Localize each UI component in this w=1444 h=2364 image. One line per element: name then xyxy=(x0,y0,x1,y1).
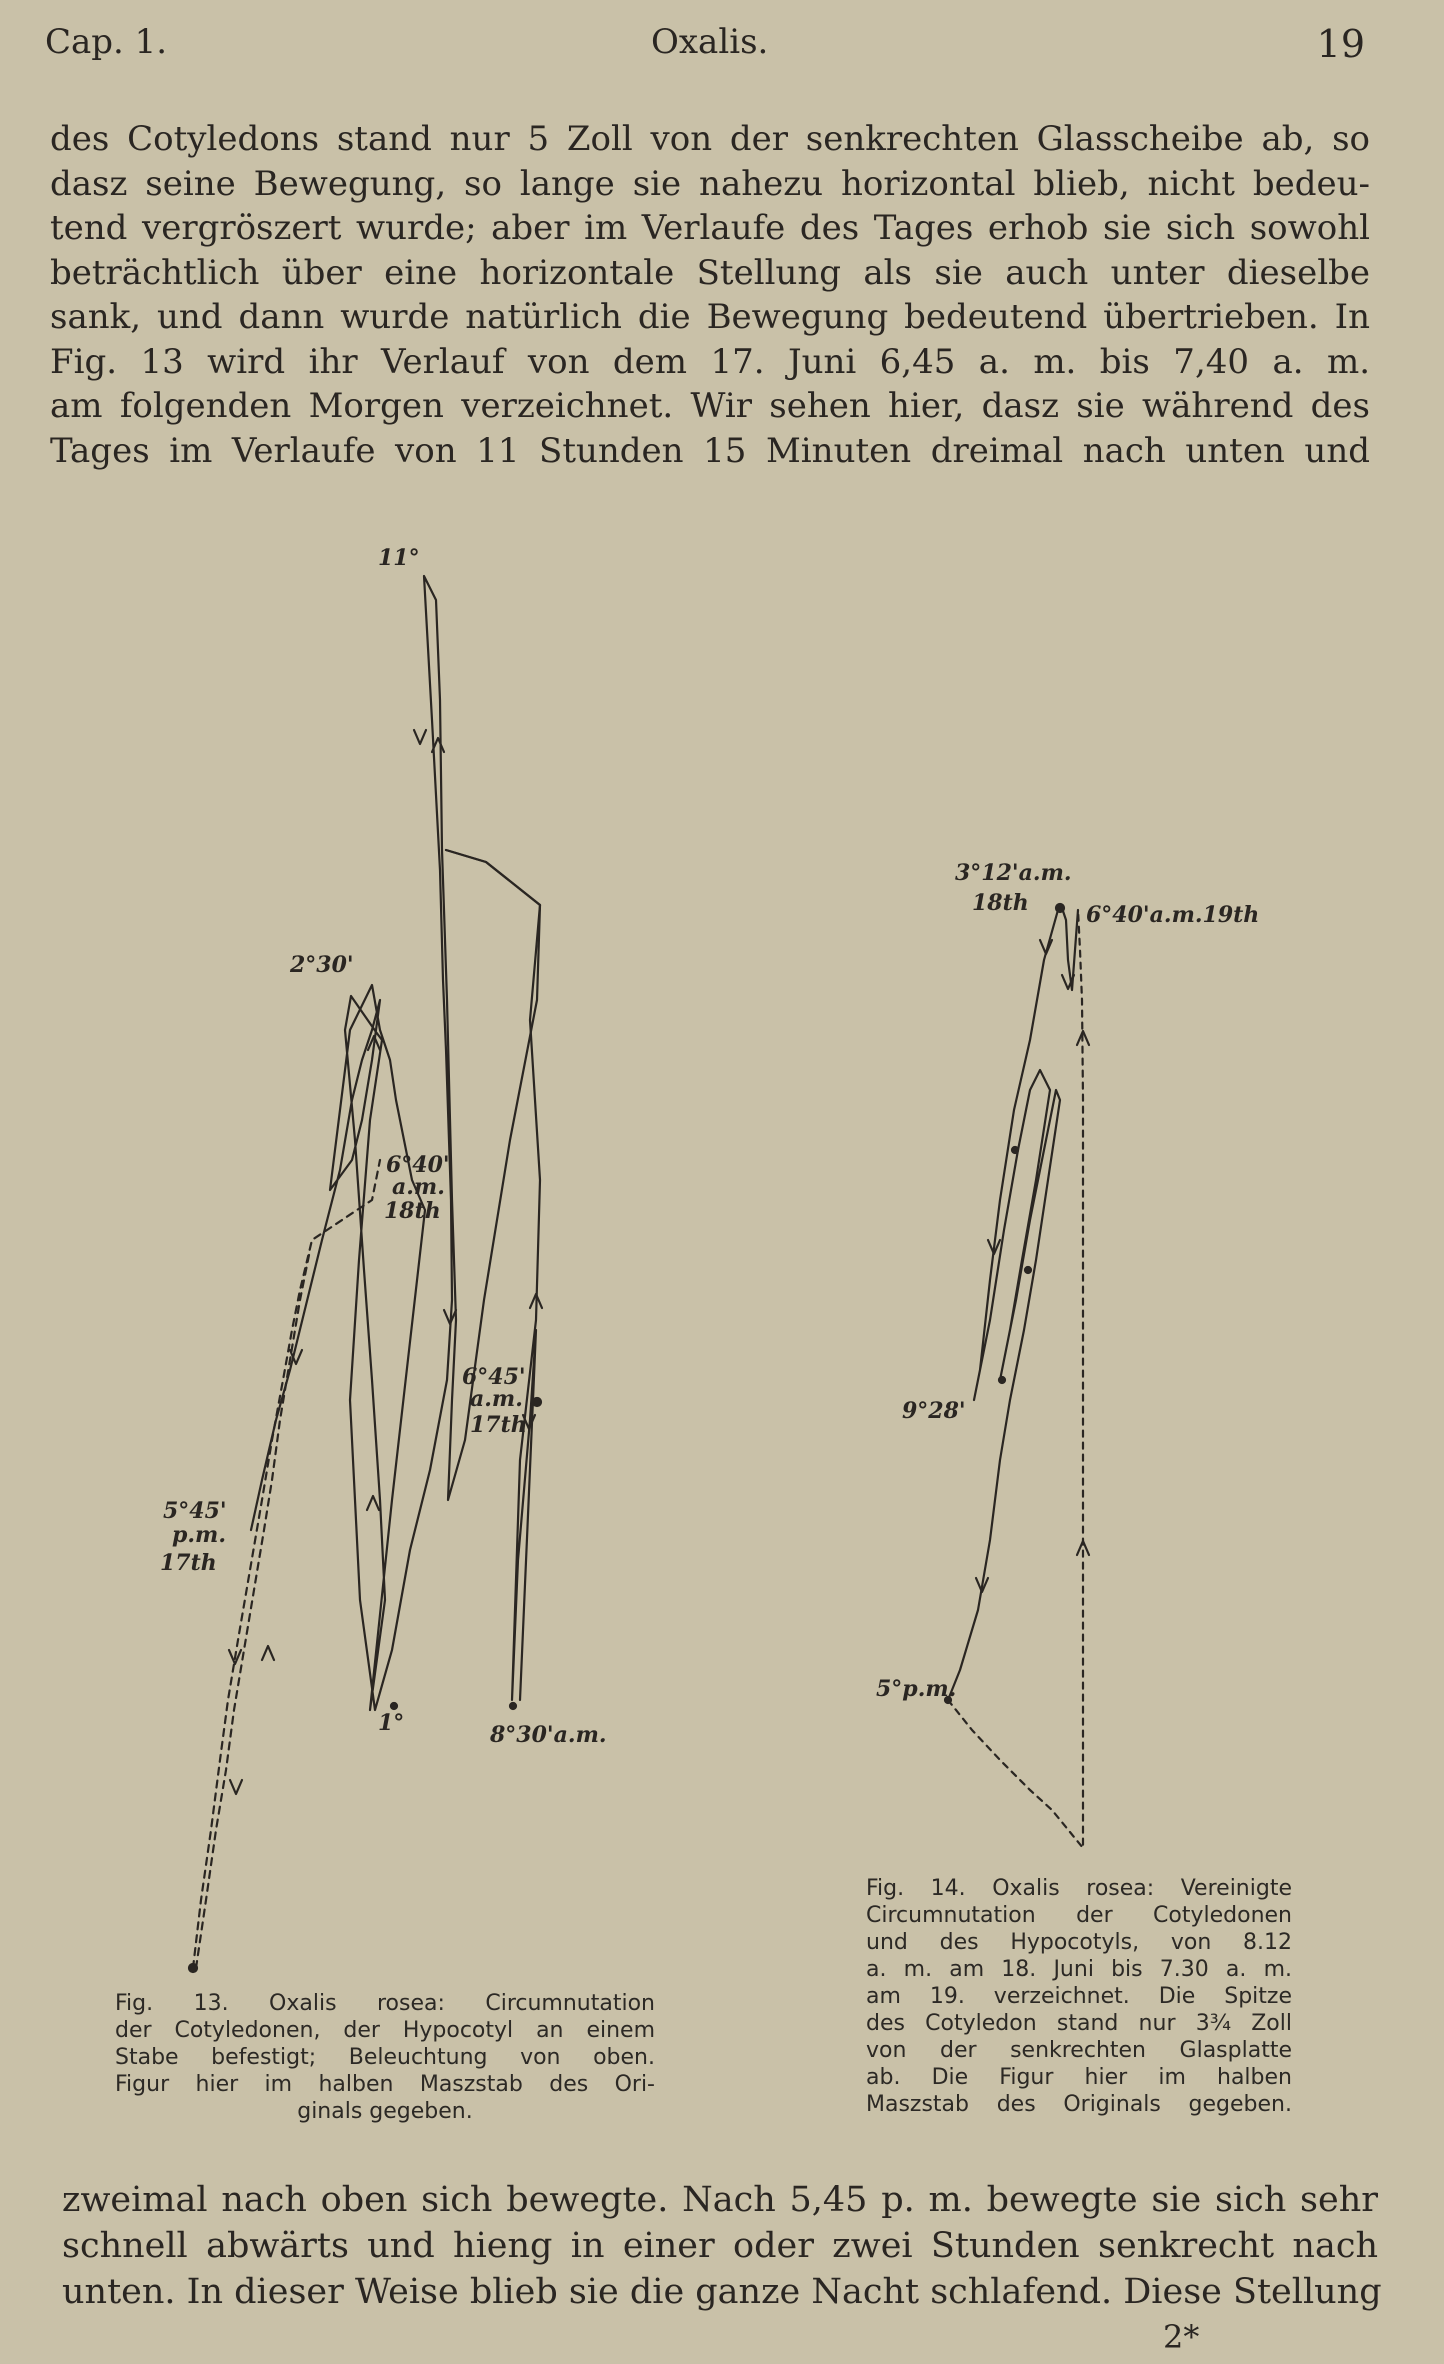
caption-line: Fig. 13. Oxalis rosea: Circumnutation xyxy=(115,1991,655,2016)
fig13-arrow xyxy=(367,1496,379,1510)
fig13-main-path xyxy=(251,576,540,1710)
fig14-top-path xyxy=(1058,908,1078,990)
fig13-label-640: 6°40' xyxy=(386,1152,450,1178)
fig13-label-18: 18th xyxy=(384,1198,441,1224)
text-line: Fig. 13 wird ihr Verlauf von dem 17. Juni 6,45 a. m. bis 7,40 a. m. xyxy=(50,341,1370,382)
caption-line: Figur hier im halben Maszstab des Ori- xyxy=(115,2072,655,2097)
figure-13-diagram xyxy=(189,576,542,1972)
caption-line: Maszstab des Originals gegeben. xyxy=(866,2092,1292,2117)
text-line: des Cotyledons stand nur 5 Zoll von der senkrechten Glasscheibe ab, so xyxy=(50,119,1370,159)
caption-line: der Cotyledonen, der Hypocotyl an einem xyxy=(115,2018,655,2043)
text-line: dasz seine Bewegung, so lange sie nahezu horizontal blieb, nicht bedeu- xyxy=(50,163,1370,204)
fig13-label-am: a.m. xyxy=(392,1174,445,1200)
page-number: 19 xyxy=(1316,22,1365,66)
fig13-arrow xyxy=(414,730,426,744)
caption-line: am 19. verzeichnet. Die Spitze xyxy=(866,1984,1292,2009)
fig13-label-1: 1° xyxy=(378,1710,405,1736)
fig13-label-645: 6°45' xyxy=(462,1364,526,1390)
figure-14-diagram xyxy=(945,904,1089,1848)
fig13-arrow xyxy=(262,1646,274,1660)
caption-line: ginals gegeben. xyxy=(297,2099,473,2124)
text-line: sank, und dann wurde natürlich die Bewegung bedeutend übertrieben. In xyxy=(50,297,1370,337)
caption-line: von der senkrechten Glasplatte xyxy=(866,2038,1292,2063)
caption-line: ab. Die Figur hier im halben xyxy=(866,2065,1292,2090)
fig14-dashed-path xyxy=(948,910,1083,1848)
fig13-label-230: 2°30' xyxy=(290,952,354,978)
fig14-label-5pm: 5°p.m. xyxy=(876,1676,957,1702)
caption-line: des Cotyledon stand nur 3¾ Zoll xyxy=(866,2011,1292,2036)
fig14-label-640: 6°40'a.m.19th xyxy=(1086,902,1260,928)
fig13-label-pm: p.m. xyxy=(172,1522,226,1548)
text-line: zweimal nach oben sich bewegte. Nach 5,45 p. m. bewegte sie sich sehr xyxy=(62,2180,1378,2220)
fig13-arrow xyxy=(230,1780,242,1794)
fig14-point xyxy=(999,1377,1005,1383)
caption-line: Stabe befestigt; Beleuchtung von oben. xyxy=(115,2045,655,2070)
caption-line: Circumnutation der Cotyledonen xyxy=(866,1903,1292,1928)
fig13-point xyxy=(391,1703,397,1709)
text-line: beträchtlich über eine horizontale Stellung als sie auch unter dieselbe xyxy=(50,252,1370,293)
fig13-label-17b: 17th xyxy=(160,1550,217,1576)
fig13-label-545: 5°45' xyxy=(163,1498,227,1524)
figure-13-caption xyxy=(115,1990,655,2125)
text-line: Tages im Verlaufe von 11 Stunden 15 Minuten dreimal nach unten und xyxy=(50,430,1370,471)
text-line: unten. In dieser Weise blieb sie die ganze Nacht schlafend. Diese Stellung xyxy=(62,2272,1382,2312)
fig14-point xyxy=(1025,1267,1031,1273)
fig13-point xyxy=(533,1398,541,1406)
fig14-label-312: 3°12'a.m. xyxy=(955,860,1072,886)
fig14-label-18: 18th xyxy=(972,890,1029,916)
chapter-label: Cap. 1. xyxy=(45,22,168,62)
fig14-point xyxy=(1056,904,1064,912)
fig13-label-11: 11° xyxy=(378,545,420,571)
fig13-label-am2: a.m. xyxy=(470,1386,523,1412)
fig13-point xyxy=(510,1703,516,1709)
fig14-main-path xyxy=(948,910,1060,1700)
fig13-dashed-path xyxy=(193,1160,380,1968)
fig13-point xyxy=(189,1964,197,1972)
figure-14-caption xyxy=(866,1875,1292,2118)
fig13-right-path xyxy=(446,850,540,1700)
fig14-point xyxy=(1012,1147,1018,1153)
body-paragraph-bottom xyxy=(62,2177,1382,2315)
text-line: tend vergröszert wurde; aber im Verlaufe des Tages erhob sie sich sowohl xyxy=(50,208,1370,248)
running-title: Oxalis. xyxy=(651,22,769,62)
signature-mark: 2* xyxy=(1163,2318,1200,2356)
fig14-arrow xyxy=(1040,940,1052,954)
text-line: schnell abwärts und hieng in einer oder zwei Stunden senkrecht nach xyxy=(62,2226,1378,2266)
caption-line: und des Hypocotyls, von 8.12 xyxy=(866,1930,1292,1955)
fig14-label-928: 9°28' xyxy=(902,1398,966,1424)
fig13-label-830: 8°30'a.m. xyxy=(490,1722,607,1748)
caption-line: Fig. 14. Oxalis rosea: Vereinigte xyxy=(866,1876,1292,1901)
caption-line: a. m. am 18. Juni bis 7.30 a. m. xyxy=(866,1957,1292,1982)
fig13-label-17: 17th xyxy=(470,1412,527,1438)
text-line: am folgenden Morgen verzeichnet. Wir sehen hier, dasz sie während des xyxy=(50,386,1370,426)
